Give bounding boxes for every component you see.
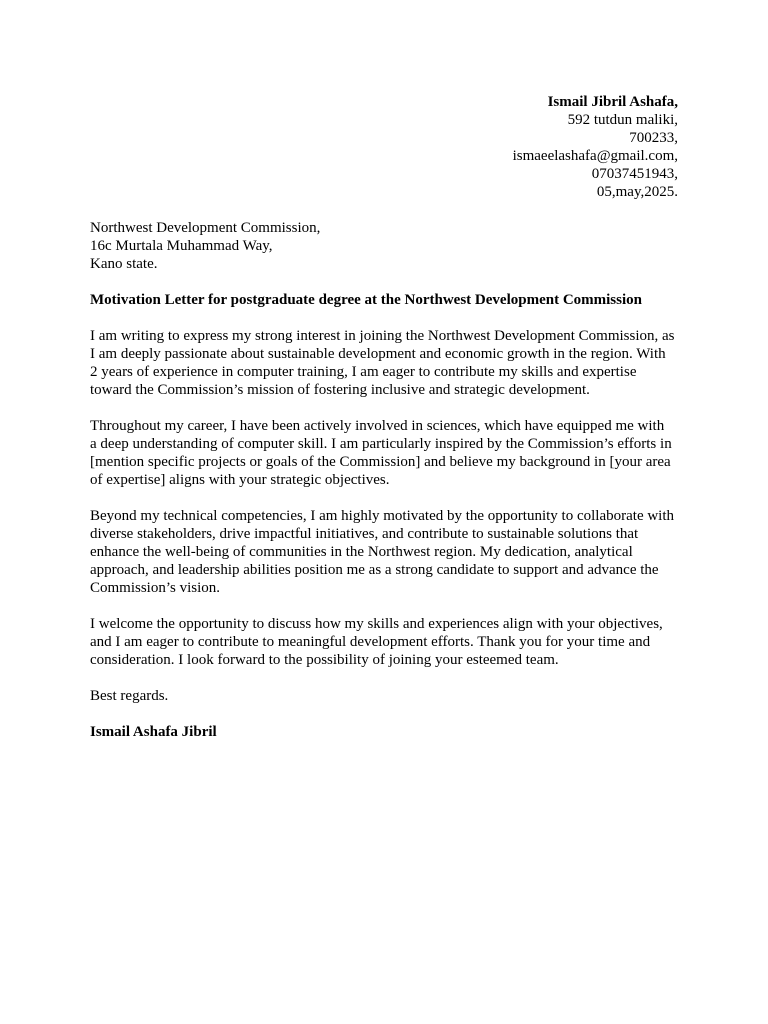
paragraph-line: approach, and leadership abilities position me as a strong candidate to support and advance the (90, 562, 659, 578)
paragraph-line: I welcome the opportunity to discuss how my skills and experiences align with your objectives, (90, 616, 663, 632)
paragraph-line: I am writing to express my strong interest in joining the Northwest Development Commission, as (90, 328, 675, 344)
paragraph-line: Commission’s vision. (90, 580, 221, 596)
recipient-organization: Northwest Development Commission, (90, 220, 321, 236)
recipient-block (90, 219, 682, 273)
sender-address: 592 tutdun maliki, (567, 112, 678, 128)
paragraph-line: [mention specific projects or goals of the Commission] and believe my background in [your area (90, 454, 671, 470)
paragraph-line: 2 years of experience in computer training, I am eager to contribute my skills and expertise (90, 364, 637, 380)
paragraph (90, 507, 682, 597)
letter-subject: Motivation Letter for postgraduate degree at the Northwest Development Commission (90, 292, 642, 308)
recipient-state: Kano state. (90, 256, 158, 272)
paragraph-line: a deep understanding of computer skill. I am particularly inspired by the Commission’s efforts in (90, 436, 672, 452)
letter-date: 05,may,2025. (596, 184, 678, 200)
sender-email: ismaeelashafa@gmail.com, (512, 148, 678, 164)
paragraph (90, 615, 682, 669)
paragraph-line: and I am eager to contribute to meaningful development efforts. Thank you for your time and (90, 634, 651, 650)
paragraph (90, 327, 682, 399)
paragraph (90, 417, 682, 489)
sender-phone: 07037451943, (591, 166, 678, 182)
paragraph-line: diverse stakeholders, drive impactful initiatives, and contribute to sustainable solutions that (90, 526, 639, 542)
sender-postal-code: 700233, (629, 130, 678, 146)
closing: Best regards. (90, 688, 169, 704)
letter-body (90, 219, 682, 741)
paragraph-line: Throughout my career, I have been actively involved in sciences, which have equipped me with (90, 418, 665, 434)
paragraph-line: consideration. I look forward to the possibility of joining your esteemed team. (90, 652, 559, 668)
signature: Ismail Ashafa Jibril (90, 724, 217, 740)
paragraph-line: I am deeply passionate about sustainable development and economic growth in the region. With (90, 346, 666, 362)
paragraph-line: Beyond my technical competencies, I am highly motivated by the opportunity to collaborate with (90, 508, 675, 524)
recipient-street: 16c Murtala Muhammad Way, (90, 238, 273, 254)
sender-name: Ismail Jibril Ashafa, (547, 94, 678, 110)
paragraph-line: toward the Commission’s mission of fostering inclusive and strategic development. (90, 382, 590, 398)
paragraph-line: of expertise] aligns with your strategic objectives. (90, 472, 390, 488)
paragraph-line: enhance the well-being of communities in the Northwest region. My dedication, analytical (90, 544, 633, 560)
sender-block (513, 93, 678, 201)
